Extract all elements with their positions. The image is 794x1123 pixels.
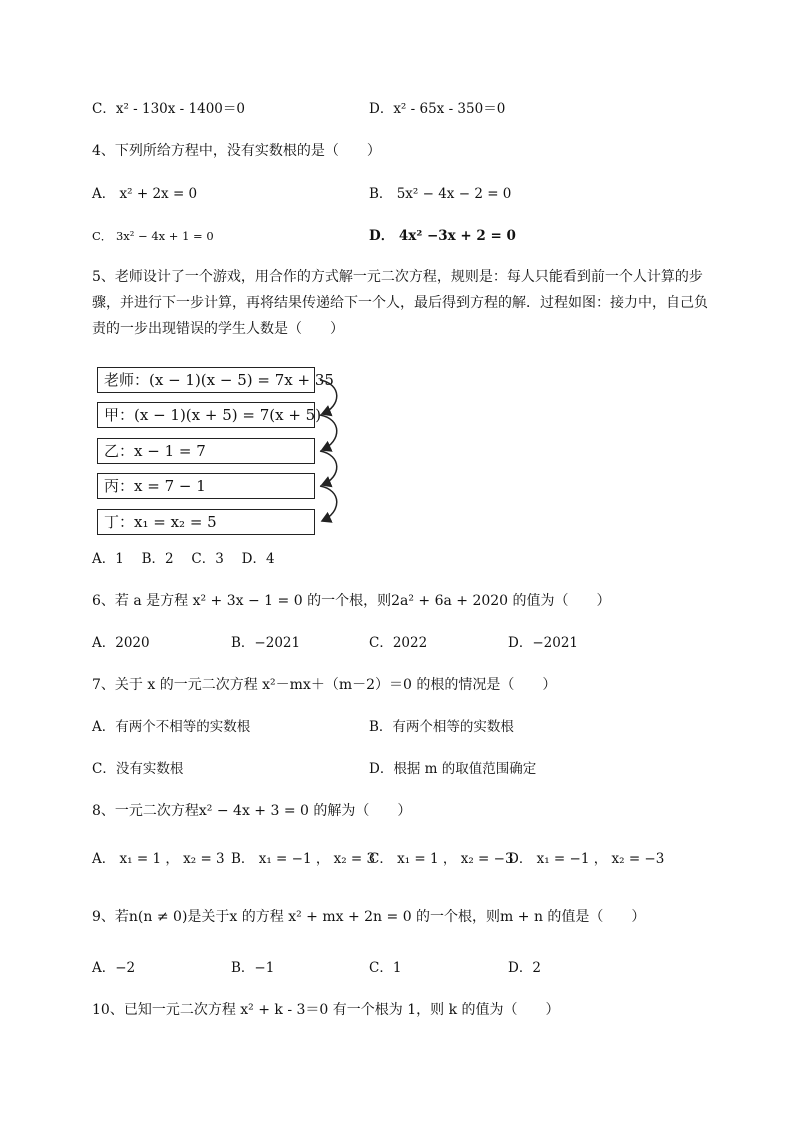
q7-option-a: A．有两个不相等的实数根 <box>92 719 251 735</box>
q8-option-c: C． x₁ = 1 ， x₂ = −3 <box>369 851 514 867</box>
q4-option-d: D． 4x² −3x + 2 = 0 <box>369 228 516 244</box>
q8-option-d: D． x₁ = −1 ， x₂ = −3 <box>508 851 665 867</box>
q3-option-c: C．x² - 130x - 1400＝0 <box>92 101 245 117</box>
q7-stem: 7、关于 x 的一元二次方程 x²－mx＋（m－2）＝0 的根的情况是（ ） <box>92 677 557 693</box>
q9-option-b: B．−1 <box>231 960 275 976</box>
relay-step-teacher: 老师：(x − 1)(x − 5) = 7x + 35 <box>97 367 315 393</box>
q5-stem-line1: 5、老师设计了一个游戏，用合作的方式解一元二次方程，规则是：每人只能看到前一个人计算的步 <box>92 269 703 285</box>
relay-step-bing: 丙：x = 7 − 1 <box>97 473 315 499</box>
q6-option-a: A．2020 <box>92 635 150 651</box>
q7-option-d: D．根据 m 的取值范围确定 <box>369 761 537 777</box>
relay-step-jia: 甲：(x − 1)(x + 5) = 7(x + 5) <box>97 402 315 428</box>
q5-options: A．1 B．2 C．3 D．4 <box>92 551 275 567</box>
q6-option-b: B．−2021 <box>231 635 301 651</box>
q9-stem: 9、若n(n ≠ 0)是关于x 的方程 x² + mx + 2n = 0 的一个根，则m + n 的值是（ ） <box>92 909 646 925</box>
q5-stem-line2: 骤，并进行下一步计算，再将结果传递给下一个人，最后得到方程的解．过程如图：接力中，自己负 <box>92 295 708 311</box>
q9-option-a: A．−2 <box>92 960 136 976</box>
q9-option-c: C．1 <box>369 960 402 976</box>
q4-stem: 4、下列所给方程中，没有实数根的是（ ） <box>92 143 381 159</box>
relay-arrows <box>316 366 356 536</box>
q8-option-a: A． x₁ = 1 ， x₂ = 3 <box>92 851 225 867</box>
q8-stem: 8、一元二次方程x² − 4x + 3 = 0 的解为（ ） <box>92 803 412 819</box>
q10-stem: 10、已知一元二次方程 x² + k - 3＝0 有一个根为 1，则 k 的值为（ ） <box>92 1002 560 1018</box>
q6-option-c: C．2022 <box>369 635 428 651</box>
relay-step-yi: 乙：x − 1 = 7 <box>97 438 315 464</box>
q4-option-a: A． x² + 2x = 0 <box>92 186 198 202</box>
q7-option-b: B．有两个相等的实数根 <box>369 719 514 735</box>
q6-option-d: D．−2021 <box>508 635 578 651</box>
q9-option-d: D．2 <box>508 960 541 976</box>
q8-option-b: B． x₁ = −1 ， x₂ = 3 <box>231 851 376 867</box>
q7-option-c: C．没有实数根 <box>92 761 184 777</box>
relay-step-ding: 丁：x₁ = x₂ = 5 <box>97 509 315 535</box>
q4-option-b: B． 5x² − 4x − 2 = 0 <box>369 186 512 202</box>
q6-stem: 6、若 a 是方程 x² + 3x − 1 = 0 的一个根，则2a² + 6a + 2020 的值为（ ） <box>92 593 611 609</box>
q3-option-d: D．x² - 65x - 350＝0 <box>369 101 506 117</box>
q4-option-c: C． 3x² − 4x + 1 = 0 <box>92 229 214 243</box>
q5-stem-line3: 责的一步出现错误的学生人数是（ ） <box>92 321 344 337</box>
